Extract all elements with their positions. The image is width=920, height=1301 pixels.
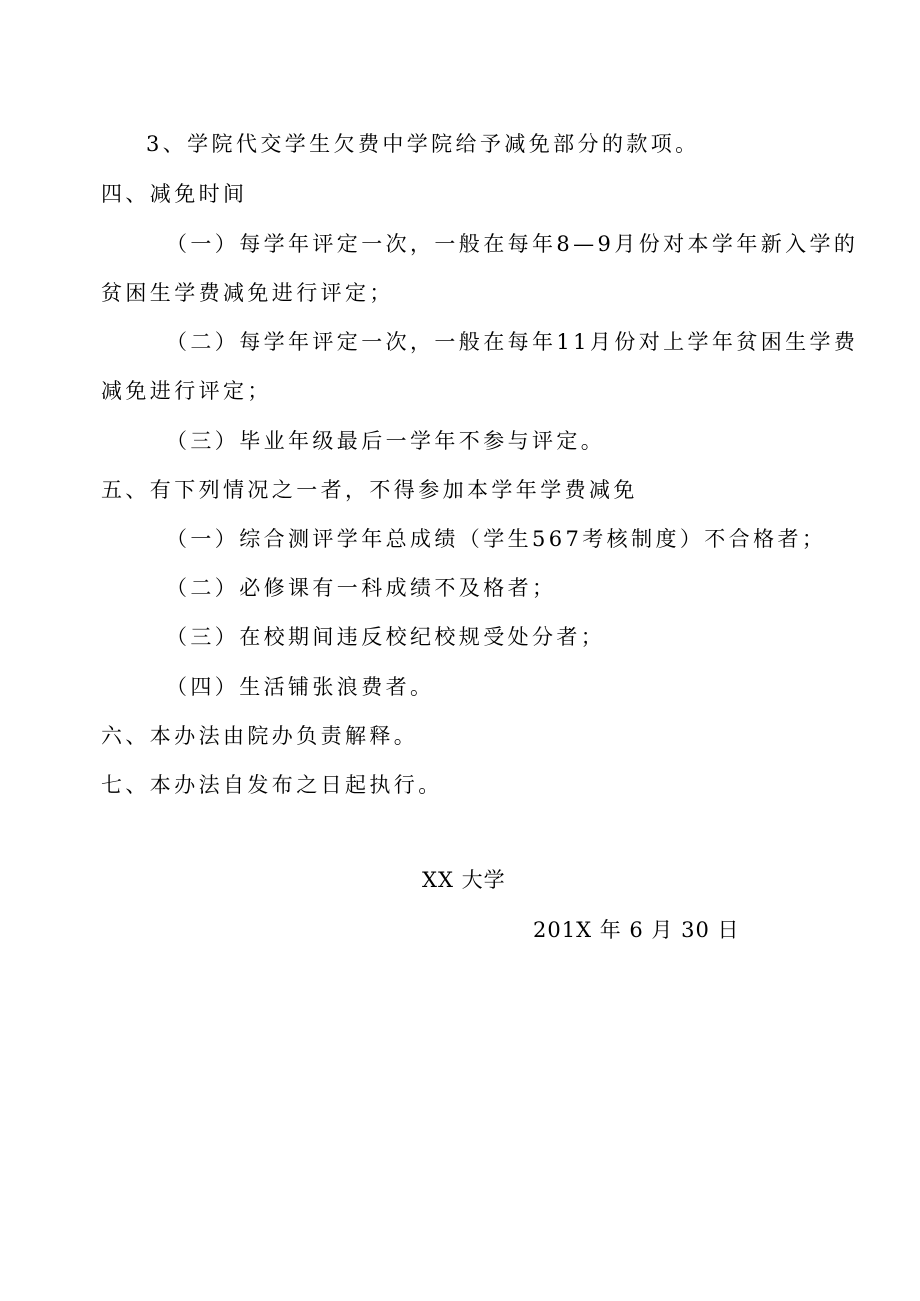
section-5-item-4: （四）生活铺张浪费者。 [166,675,435,699]
section-5-item-1: （一）综合测评学年总成绩（学生567考核制度）不合格者； [166,527,827,551]
section-4-item-2-cont: 减免进行评定； [101,379,272,403]
section-4-item-1-cont: 贫困生学费减免进行评定； [101,281,394,305]
signature-org: XX 大学 [422,868,506,892]
section-7: 七、本办法自发布之日起执行。 [101,773,443,797]
item-3: 3、学院代交学生欠费中学院给予减免部分的款项。 [146,132,700,156]
section-4-heading: 四、减免时间 [101,182,248,206]
signature-date: 201X 年 6 月 30 日 [533,918,740,942]
section-5-heading: 五、有下列情况之一者，不得参加本学年学费减免 [101,478,638,502]
section-4-item-2: （二）每学年评定一次，一般在每年11月份对上学年贫困生学费 [166,330,859,354]
section-6: 六、本办法由院办负责解释。 [101,724,419,748]
section-4-item-1: （一）每学年评定一次，一般在每年8—9月份对本学年新入学的 [166,232,859,256]
section-4-item-3: （三）毕业年级最后一学年不参与评定。 [166,429,606,453]
section-5-item-3: （三）在校期间违反校纪校规受处分者； [166,625,606,649]
section-5-item-2: （二）必修课有一科成绩不及格者； [166,576,557,600]
